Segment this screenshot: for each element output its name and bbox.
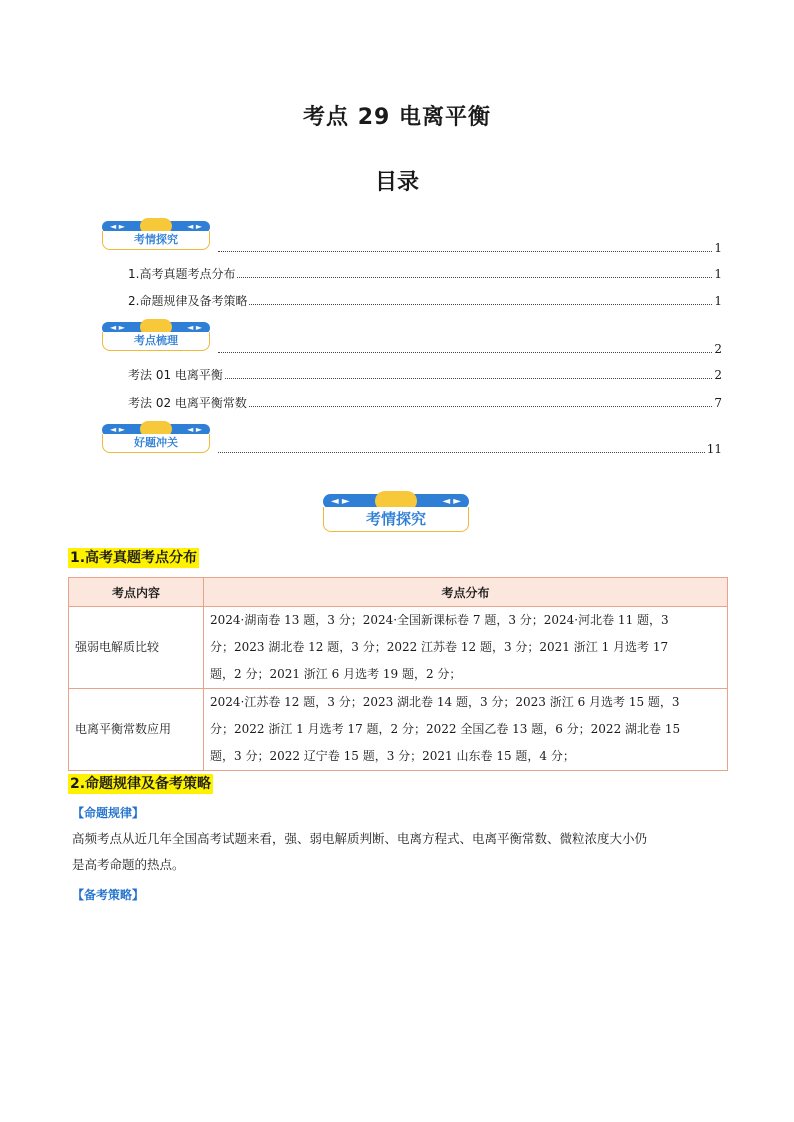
badge-practice[interactable] bbox=[102, 424, 210, 454]
table-cell-distribution bbox=[204, 607, 728, 689]
cell-line: 分；2023 湖北卷 12 题，3 分；2022 江苏卷 12 题，3 分；2021 浙江 1 月选考 17 bbox=[210, 640, 669, 654]
toc-page-number: 1 bbox=[714, 241, 722, 255]
toc-entry-practice[interactable] bbox=[216, 442, 722, 456]
arrow-left-icon: ◄ ► bbox=[110, 323, 125, 332]
toc-entry-4[interactable] bbox=[128, 396, 722, 410]
leader-dots bbox=[218, 351, 712, 353]
table-header: 考点分布 bbox=[204, 578, 728, 607]
toc-entry-exploration[interactable] bbox=[216, 241, 722, 255]
paragraph-line: 是高考命题的热点。 bbox=[72, 857, 185, 872]
leader-dots bbox=[218, 451, 705, 453]
page-title: 考点 29 电离平衡 bbox=[303, 105, 491, 130]
arrow-right-icon: ◄ ► bbox=[187, 323, 202, 332]
strategy-label: 【备考策略】 bbox=[72, 888, 145, 902]
table-header-row bbox=[69, 578, 728, 607]
toc-entry-label: 考法 02 电离平衡常数 bbox=[128, 396, 247, 410]
cell-line: 2024·江苏卷 12 题，3 分；2023 湖北卷 14 题，3 分；2023 浙江 6 月选考 15 题，3 bbox=[210, 695, 680, 709]
leader-dots bbox=[225, 377, 712, 379]
table-header: 考点内容 bbox=[69, 578, 204, 607]
cell-line: 题，3 分；2022 辽宁卷 15 题，3 分；2021 山东卷 15 题，4 分； bbox=[210, 749, 575, 763]
rule-paragraph bbox=[72, 826, 732, 878]
leader-dots bbox=[249, 405, 712, 407]
toc-page-number: 2 bbox=[714, 368, 722, 382]
leader-dots bbox=[249, 303, 712, 305]
badge-label: 考情探究 bbox=[323, 507, 469, 532]
toc-entry-1[interactable] bbox=[128, 267, 722, 281]
toc-entry-label: 考法 01 电离平衡 bbox=[128, 368, 223, 382]
arrow-right-icon: ◄ ► bbox=[187, 425, 202, 434]
badge-review[interactable] bbox=[102, 322, 210, 352]
toc-entry-label: 2.命题规律及备考策略 bbox=[128, 294, 248, 308]
leader-dots bbox=[218, 250, 712, 252]
table-cell-topic: 电离平衡常数应用 bbox=[69, 689, 204, 771]
badge-label: 好题冲关 bbox=[102, 434, 210, 453]
toc-entry-2[interactable] bbox=[128, 294, 722, 308]
badge-label: 考情探究 bbox=[102, 231, 210, 250]
toc-page-number: 1 bbox=[714, 294, 722, 308]
toc-page-number: 1 bbox=[714, 267, 722, 281]
arrow-left-icon: ◄ ► bbox=[331, 496, 350, 507]
cell-line: 2024·湖南卷 13 题，3 分；2024·全国新课标卷 7 题，3 分；2024·河北卷 11 题，3 bbox=[210, 613, 669, 627]
toc-heading: 目录 bbox=[374, 170, 419, 195]
cell-line: 题，2 分；2021 浙江 6 月选考 19 题，2 分； bbox=[210, 667, 462, 681]
arrow-right-icon: ◄ ► bbox=[187, 222, 202, 231]
badge-label: 考点梳理 bbox=[102, 332, 210, 351]
table-cell-distribution bbox=[204, 689, 728, 771]
section-heading-distribution: 1.高考真题考点分布 bbox=[70, 550, 198, 566]
toc-page-number: 2 bbox=[714, 342, 722, 356]
toc-page-number: 11 bbox=[706, 442, 722, 456]
toc-entry-3[interactable] bbox=[128, 368, 722, 382]
arrow-left-icon: ◄ ► bbox=[110, 222, 125, 231]
badge-exploration-large bbox=[323, 494, 469, 534]
toc-page-number: 7 bbox=[714, 396, 722, 410]
cell-line: 分；2022 浙江 1 月选考 17 题，2 分；2022 全国乙卷 13 题，6 分；2022 湖北卷 15 bbox=[210, 722, 681, 736]
toc-entry-label: 1.高考真题考点分布 bbox=[128, 267, 236, 281]
badge-exploration[interactable] bbox=[102, 221, 210, 251]
arrow-left-icon: ◄ ► bbox=[110, 425, 125, 434]
table-row bbox=[69, 689, 728, 771]
section-heading-strategy: 2.命题规律及备考策略 bbox=[70, 776, 212, 792]
toc-entry-review[interactable] bbox=[216, 342, 722, 356]
table-row bbox=[69, 607, 728, 689]
leader-dots bbox=[237, 276, 712, 278]
distribution-table bbox=[68, 577, 728, 771]
arrow-right-icon: ◄ ► bbox=[442, 496, 461, 507]
table-cell-topic: 强弱电解质比较 bbox=[69, 607, 204, 689]
rule-label: 【命题规律】 bbox=[72, 806, 145, 820]
paragraph-line: 高频考点从近几年全国高考试题来看，强、弱电解质判断、电离方程式、电离平衡常数、微粒浓度大小仍 bbox=[72, 831, 648, 846]
